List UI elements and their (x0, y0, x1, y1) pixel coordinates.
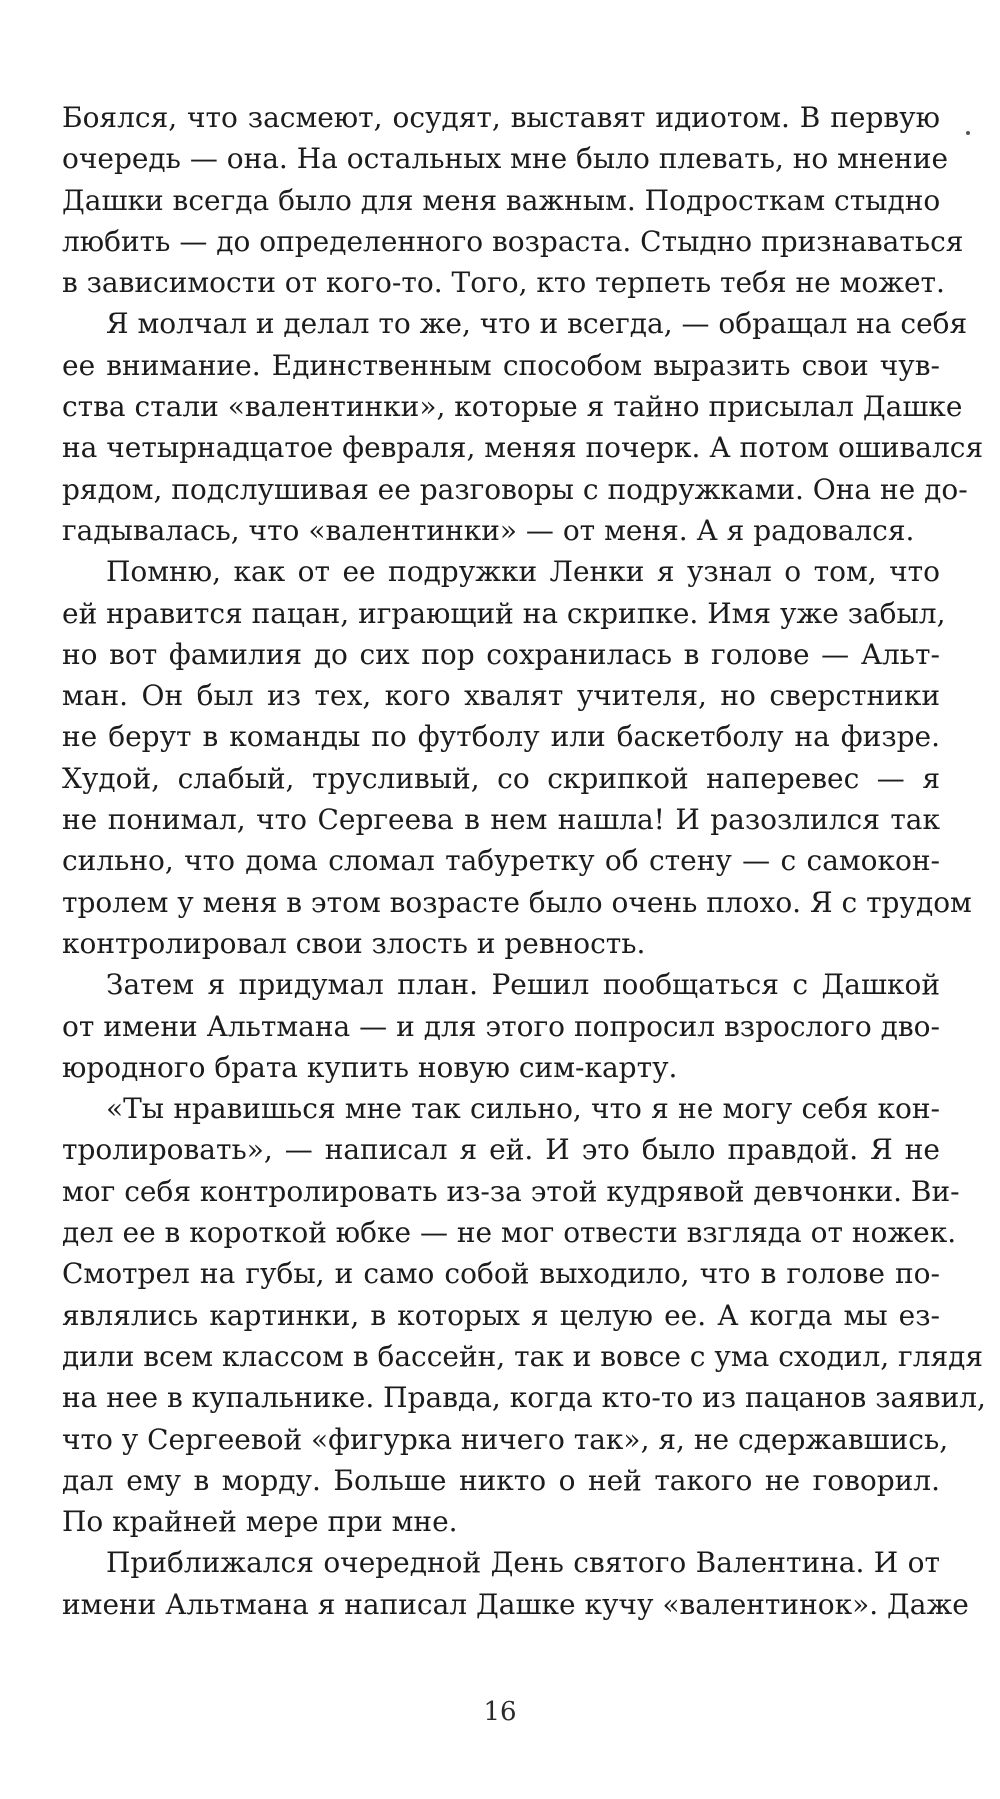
text-line: в зависимости от кого-то. Того, кто терпеть тебя не может. (62, 266, 945, 300)
text-line: Дашки всегда было для меня важным. Подросткам стыдно (62, 183, 941, 217)
text-line: тролировать», — написал я ей. И это было правдой. Я не (62, 1133, 940, 1167)
text-line: По крайней мере при мне. (62, 1505, 458, 1539)
text-line: тролем у меня в этом возрасте было очень плохо. Я с трудом (62, 885, 972, 919)
text-line: ства стали «валентинки», которые я тайно присылал Дашке (62, 390, 963, 424)
paragraph (62, 964, 940, 1088)
text-line: контролировал свои злость и ревность. (62, 926, 646, 960)
text-line: ман. Он был из тех, кого хвалят учителя, но сверстники (62, 679, 940, 713)
text-line: но вот фамилия до сих пор сохранилась в голове — Альт- (62, 637, 940, 671)
print-speck (966, 131, 970, 135)
text-line: не понимал, что Сергеева в нем нашла! И разозлился так (62, 803, 940, 837)
text-line: дал ему в морду. Больше никто о ней такого не говорил. (62, 1463, 940, 1497)
text-line: «Ты нравишься мне так сильно, что я не могу себя кон- (106, 1092, 940, 1126)
text-line: мог себя контролировать из-за этой кудрявой девчонки. Ви- (62, 1174, 960, 1208)
text-line: очередь — она. На остальных мне было плевать, но мнение (62, 142, 949, 176)
text-line: Боялся, что засмеют, осудят, выставят идиотом. В первую (62, 101, 940, 134)
paragraph (62, 97, 964, 303)
text-line: имени Альтмана я написал Дашке кучу «валентинок». Даже (62, 1587, 969, 1621)
text-line: не берут в команды по футболу или баскетболу на физре. (62, 720, 940, 754)
text-line: ей нравится пацан, играющий на скрипке. Имя уже забыл, (62, 596, 946, 630)
paragraph (62, 551, 972, 964)
page-number: 16 (483, 1697, 517, 1727)
text-line: ее внимание. Единственным способом выразить свои чув- (62, 348, 940, 382)
text-line: на четырнадцатое февраля, меняя почерк. А потом ошивался (62, 431, 984, 465)
text-line: Я молчал и делал то же, что и всегда, — обращал на себя (106, 307, 968, 341)
text-line: любить — до определенного возраста. Стыдно признаваться (62, 224, 964, 258)
text-line: являлись картинки, в которых я целую ее. А когда мы ез- (62, 1298, 940, 1332)
text-line: дел ее в короткой юбке — не мог отвести взгляда от ножек. (62, 1216, 957, 1250)
text-line: дили всем классом в бассейн, так и вовсе с ума сходил, глядя (62, 1339, 984, 1373)
text-line: Помню, как от ее подружки Ленки я узнал о том, что (106, 555, 940, 589)
paragraph (62, 1088, 986, 1542)
text-line: Смотрел на губы, и само собой выходило, что в голове по- (62, 1257, 940, 1291)
text-line: Затем я придумал план. Решил пообщаться с Дашкой (106, 968, 940, 1002)
text-line: Приближался очередной День святого Валентина. И от (106, 1546, 940, 1580)
text-line: рядом, подслушивая ее разговоры с подружками. Она не до- (62, 472, 968, 506)
paragraph (62, 303, 984, 551)
text-line: от имени Альтмана — и для этого попросил взрослого дво- (62, 1009, 940, 1043)
text-line: Худой, слабый, трусливый, со скрипкой наперевес — я (62, 761, 940, 795)
text-line: гадывалась, что «валентинки» — от меня. А я радовался. (62, 513, 915, 547)
text-line: сильно, что дома сломал табуретку об стену — с самокон- (62, 844, 940, 878)
text-line: юродного брата купить новую сим-карту. (62, 1050, 678, 1084)
paragraph (62, 1542, 969, 1625)
text-line: что у Сергеевой «фигурка ничего так», я, не сдержавшись, (62, 1422, 949, 1456)
text-line: на нее в купальнике. Правда, когда кто-то из пацанов заявил, (62, 1381, 986, 1415)
body-text (62, 97, 986, 1625)
